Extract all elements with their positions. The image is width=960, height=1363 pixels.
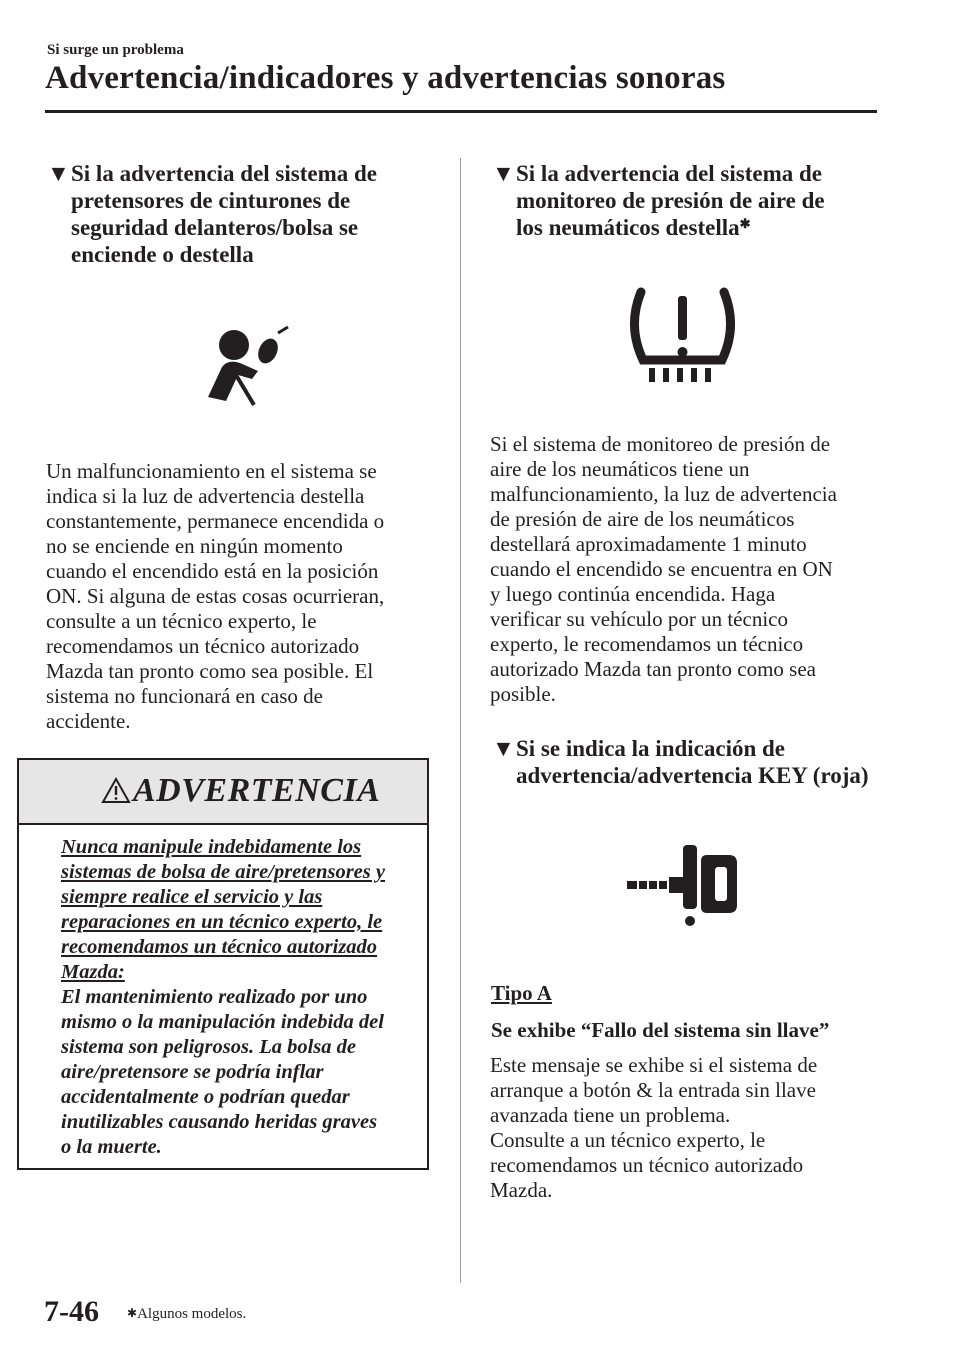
text-line: cuando el encendido está en la posición bbox=[46, 559, 379, 583]
heading-line: los neumáticos destella bbox=[516, 215, 740, 240]
key-warning-heading bbox=[492, 735, 932, 789]
heading-marker: ▼ bbox=[492, 161, 515, 186]
text-line: de presión de aire de los neumáticos bbox=[490, 507, 795, 531]
heading-line: Si la advertencia del sistema de bbox=[71, 161, 377, 186]
warning-line: mismo o la manipulación indebida del bbox=[61, 1011, 384, 1033]
title-rule bbox=[45, 110, 877, 113]
text-line: recomendamos un técnico autorizado bbox=[490, 1153, 804, 1177]
text-line: Mazda. bbox=[490, 1178, 553, 1202]
warning-line: o la muerte. bbox=[61, 1136, 162, 1158]
heading-line: enciende o destella bbox=[71, 242, 254, 267]
warning-box bbox=[17, 758, 429, 1170]
airbag-section-heading bbox=[47, 160, 447, 268]
tire-pressure-heading bbox=[492, 160, 892, 241]
footnote-star: ✱ bbox=[127, 1306, 138, 1320]
text-line: destellará aproximadamente 1 minuto bbox=[490, 532, 807, 556]
text-line: no se enciende en ningún momento bbox=[46, 534, 343, 558]
text-line: constantemente, permanece encendida o bbox=[46, 509, 385, 533]
section-label: Si surge un problema bbox=[47, 42, 184, 58]
text-line: ON. Si alguna de estas cosas ocurrieran, bbox=[46, 584, 385, 608]
warning-line: accidentalmente o podrían quedar bbox=[61, 1086, 350, 1108]
airbag-paragraph bbox=[46, 459, 446, 734]
footnote bbox=[127, 1306, 246, 1323]
text-line: Consulte a un técnico experto, le bbox=[490, 1128, 766, 1152]
column-divider bbox=[460, 158, 461, 1283]
text-line: experto, le recomendamos un técnico bbox=[490, 632, 804, 656]
text-line: accidente. bbox=[46, 709, 131, 733]
warning-header bbox=[19, 760, 427, 825]
text-line: autorizado Mazda tan pronto como sea bbox=[490, 657, 816, 681]
footnote-text: Algunos modelos. bbox=[137, 1306, 247, 1322]
key-warning-icon bbox=[625, 843, 740, 928]
text-line: sistema no funcionará en caso de bbox=[46, 684, 323, 708]
warning-line: Mazda: bbox=[61, 961, 125, 983]
text-line: y luego continúa encendida. Haga bbox=[490, 582, 776, 606]
warning-title: ADVERTENCIA bbox=[133, 772, 381, 809]
page-title: Advertencia/indicadores y advertencias sonoras bbox=[45, 60, 726, 96]
text-line: arranque a botón & la entrada sin llave bbox=[490, 1078, 816, 1102]
heading-line: Si la advertencia del sistema de bbox=[516, 161, 822, 186]
text-line: indica si la luz de advertencia destella bbox=[46, 484, 365, 508]
text-line: recomendamos un técnico autorizado bbox=[46, 634, 360, 658]
warning-line: siempre realice el servicio y las bbox=[61, 886, 323, 908]
key-subheading: Se exhibe “Fallo del sistema sin llave” bbox=[491, 1018, 830, 1042]
warning-line: recomendamos un técnico autorizado bbox=[61, 936, 378, 958]
warning-line: Nunca manipule indebidamente los bbox=[61, 836, 362, 858]
warning-line: aire/pretensore se podría inflar bbox=[61, 1061, 324, 1083]
warning-line: inutilizables causando heridas graves bbox=[61, 1111, 378, 1133]
heading-line: seguridad delanteros/bolsa se bbox=[71, 215, 359, 240]
warning-line: El mantenimiento realizado por uno bbox=[61, 986, 368, 1008]
key-paragraph bbox=[490, 1053, 890, 1203]
text-line: Un malfuncionamiento en el sistema se bbox=[46, 459, 377, 483]
text-line: Mazda tan pronto como sea posible. El bbox=[46, 659, 374, 683]
warning-triangle-icon bbox=[101, 777, 131, 804]
text-line: posible. bbox=[490, 682, 556, 706]
text-line: consulte a un técnico experto, le bbox=[46, 609, 317, 633]
heading-line: monitoreo de presión de aire de bbox=[516, 188, 825, 213]
text-line: Este mensaje se exhibe si el sistema de bbox=[490, 1053, 818, 1077]
tipo-label: Tipo A bbox=[491, 981, 552, 1005]
page-number: 7-46 bbox=[44, 1295, 99, 1328]
heading-line: pretensores de cinturones de bbox=[71, 188, 351, 213]
text-line: aire de los neumáticos tiene un bbox=[490, 457, 750, 481]
heading-line: Si se indica la indicación de bbox=[516, 736, 786, 761]
airbag-warning-icon bbox=[200, 325, 295, 410]
heading-marker: ▼ bbox=[492, 736, 515, 761]
text-line: malfuncionamiento, la luz de advertencia bbox=[490, 482, 837, 506]
warning-line: sistema son peligrosos. La bolsa de bbox=[61, 1036, 356, 1058]
heading-line: advertencia/advertencia KEY (roja) bbox=[516, 763, 869, 788]
tire-pressure-paragraph bbox=[490, 432, 890, 707]
text-line: avanzada tiene un problema. bbox=[490, 1103, 731, 1127]
heading-marker: ▼ bbox=[47, 161, 70, 186]
warning-line: sistemas de bolsa de aire/pretensores y bbox=[61, 861, 385, 883]
text-line: Si el sistema de monitoreo de presión de bbox=[490, 432, 831, 456]
asterisk-mark: ✱ bbox=[739, 216, 751, 231]
text-line: cuando el encendido se encuentra en ON bbox=[490, 557, 833, 581]
tire-pressure-warning-icon bbox=[625, 286, 740, 386]
warning-line: reparaciones en un técnico experto, le bbox=[61, 911, 383, 933]
warning-text bbox=[61, 835, 441, 1160]
text-line: verificar su vehículo por un técnico bbox=[490, 607, 788, 631]
